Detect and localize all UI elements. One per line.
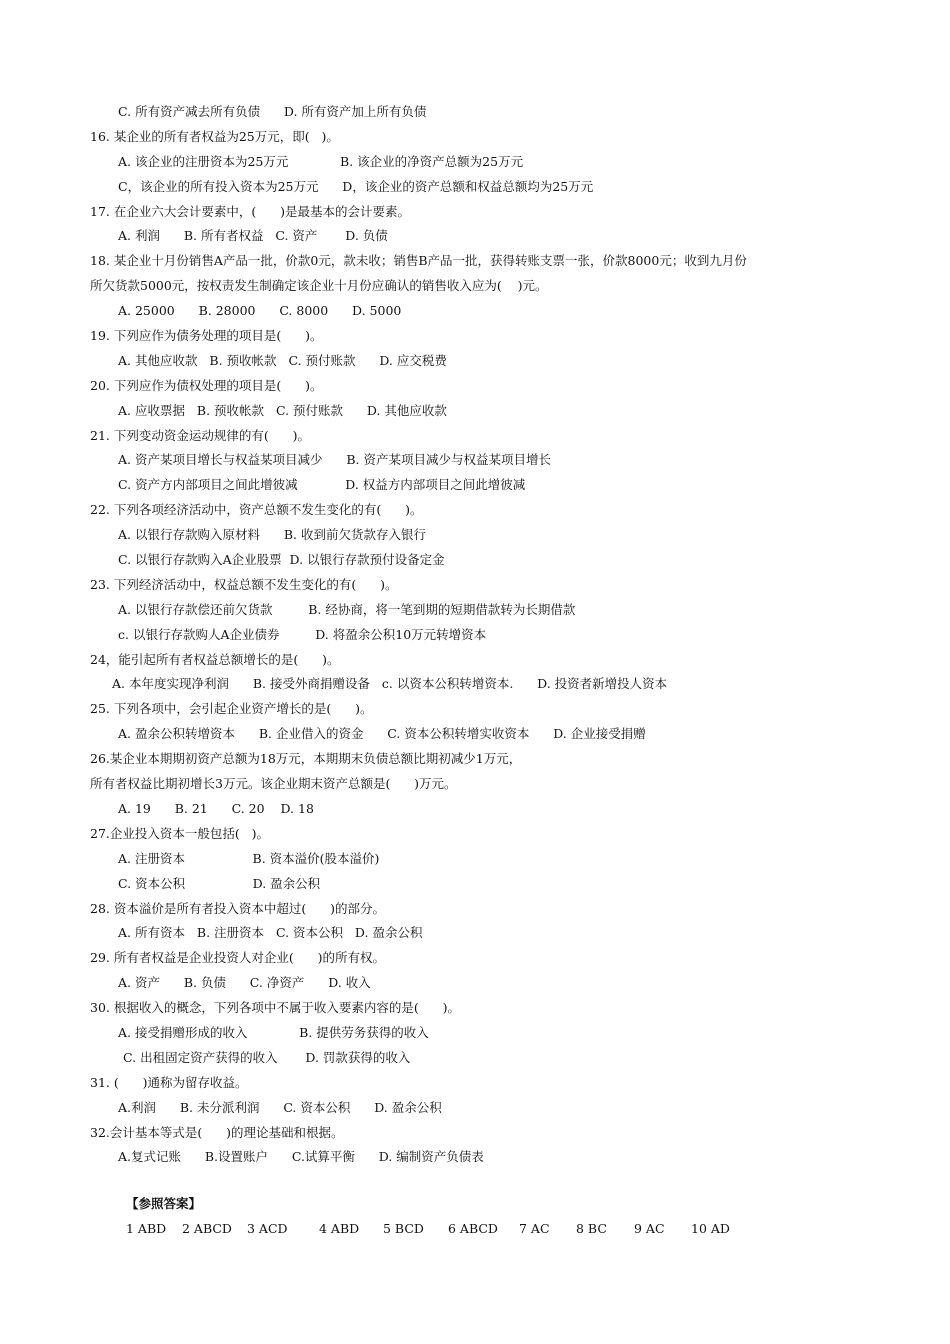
question-line: 17. 在企业六大会计要素中，( )是最基本的会计要素。 bbox=[90, 203, 410, 219]
answer-item: 4 ABD bbox=[319, 1221, 360, 1237]
option-line: A. 盈余公积转增资本 B. 企业借入的资金 C. 资本公积转增实收资本 D. 企业接受捐赠 bbox=[118, 726, 646, 742]
option-line: A. 利润 B. 所有者权益 C. 资产 D. 负债 bbox=[118, 228, 388, 244]
option-line: A. 资产 B. 负债 C. 净资产 D. 收入 bbox=[118, 975, 371, 991]
question-line: 20. 下列应作为债权处理的项目是( )。 bbox=[90, 377, 323, 393]
option-line: A. 其他应收款 B. 预收帐款 C. 预付账款 D. 应交税费 bbox=[118, 352, 447, 368]
option-line: A. 以银行存款偿还前欠货款 B. 经协商，将一笔到期的短期借款转为长期借款 bbox=[118, 601, 576, 617]
option-line: A. 所有资本 B. 注册资本 C. 资本公积 D. 盈余公积 bbox=[118, 925, 423, 941]
question-line: 16. 某企业的所有者权益为25万元，即( )。 bbox=[90, 128, 339, 144]
answers-title: 【参照答案】 bbox=[126, 1196, 202, 1212]
option-line: C. 资产方内部项目之间此增彼减 D. 权益方内部项目之间此增彼减 bbox=[118, 477, 526, 493]
option-line: A. 接受捐赠形成的收入 B. 提供劳务获得的收入 bbox=[118, 1024, 429, 1040]
question-line: 27.企业投入资本一般包括( )。 bbox=[90, 825, 270, 841]
option-line: C. 资本公积 D. 盈余公积 bbox=[118, 875, 321, 891]
option-line: A. 注册资本 B. 资本溢价(股本溢价) bbox=[118, 850, 380, 866]
option-line: C. 出租固定资产获得的收入 D. 罚款获得的收入 bbox=[123, 1049, 411, 1065]
option-line: C. 以银行存款购入A企业股票 D. 以银行存款预付设备定金 bbox=[118, 552, 445, 568]
question-line: 26.某企业本期期初资产总额为18万元，本期期末负债总额比期初减少1万元， bbox=[90, 751, 522, 767]
question-line: 所欠货款5000元，按权责发生制确定该企业十月份应确认的销售收入应为( )元。 bbox=[90, 278, 548, 294]
option-line: c. 以银行存款购人A企业债券 D. 将盈余公积10万元转增资本 bbox=[118, 626, 487, 642]
question-line: 28. 资本溢价是所有者投入资本中超过( )的部分。 bbox=[90, 900, 385, 916]
question-line: 21. 下列变动资金运动规律的有( )。 bbox=[90, 427, 310, 443]
answer-item: 7 AC bbox=[519, 1221, 550, 1237]
question-line: 29. 所有者权益是企业投资人对企业( )的所有权。 bbox=[90, 950, 385, 966]
question-line: 30. 根据收入的概念，下列各项中不属于收入要素内容的是( )。 bbox=[90, 1000, 460, 1016]
option-line: A. 应收票据 B. 预收帐款 C. 预付账款 D. 其他应收款 bbox=[118, 402, 447, 418]
answer-item: 1 ABD bbox=[126, 1221, 167, 1237]
question-line: 19. 下列应作为债务处理的项目是( )。 bbox=[90, 328, 323, 344]
option-line: A.利润 B. 未分派利润 C. 资本公积 D. 盈余公积 bbox=[118, 1099, 442, 1115]
question-line: 18. 某企业十月份销售A产品一批，价款0元，款未收；销售B产品一批，获得转账支票一张，价款8000元；收到九月份 bbox=[90, 253, 747, 269]
option-line: A.复式记账 B.设置账户 C.试算平衡 D. 编制资产负债表 bbox=[118, 1149, 484, 1165]
question-line: 所有者权益比期初增长3万元。该企业期末资产总额是( )万元。 bbox=[90, 776, 457, 792]
question-line: 22. 下列各项经济活动中，资产总额不发生变化的有( )。 bbox=[90, 502, 423, 518]
answer-item: 9 AC bbox=[634, 1221, 665, 1237]
question-line: 23. 下列经济活动中，权益总额不发生变化的有( )。 bbox=[90, 576, 398, 592]
answer-item: 3 ACD bbox=[247, 1221, 288, 1237]
option-line: A. 以银行存款购入原材料 B. 收到前欠货款存入银行 bbox=[118, 527, 426, 543]
answer-item: 5 BCD bbox=[383, 1221, 424, 1237]
answer-item: 10 AD bbox=[691, 1221, 730, 1237]
option-line: A. 25000 B. 28000 C. 8000 D. 5000 bbox=[118, 303, 402, 319]
answer-item: 6 ABCD bbox=[448, 1221, 498, 1237]
option-line: A. 该企业的注册资本为25万元 B. 该企业的净资产总额为25万元 bbox=[118, 153, 524, 169]
option-line: A. 资产某项目增长与权益某项目减少 B. 资产某项目减少与权益某项目增长 bbox=[118, 452, 551, 468]
answer-item: 8 BC bbox=[576, 1221, 607, 1237]
option-line: A. 本年度实现净利润 B. 接受外商捐赠设备 c. 以资本公积转增资本. D. 投资者新增投人资本 bbox=[112, 676, 668, 692]
question-line: 24，能引起所有者权益总额增长的是( )。 bbox=[90, 651, 340, 667]
question-list bbox=[90, 100, 880, 1242]
answer-item: 2 ABCD bbox=[182, 1221, 232, 1237]
question-line: 31. ( )通称为留存收益。 bbox=[90, 1074, 248, 1090]
option-line: C. 所有资产减去所有负债 D. 所有资产加上所有负债 bbox=[118, 104, 427, 119]
answers-row bbox=[90, 1217, 880, 1242]
option-line: C，该企业的所有投入资本为25万元 D，该企业的资产总额和权益总额均为25万元 bbox=[118, 178, 594, 194]
question-line: 32.会计基本等式是( )的理论基础和根据。 bbox=[90, 1124, 344, 1140]
question-line: 25. 下列各项中，会引起企业资产增长的是( )。 bbox=[90, 701, 373, 717]
option-line: A. 19 B. 21 C. 20 D. 18 bbox=[118, 800, 314, 816]
section-gap bbox=[90, 1170, 880, 1192]
